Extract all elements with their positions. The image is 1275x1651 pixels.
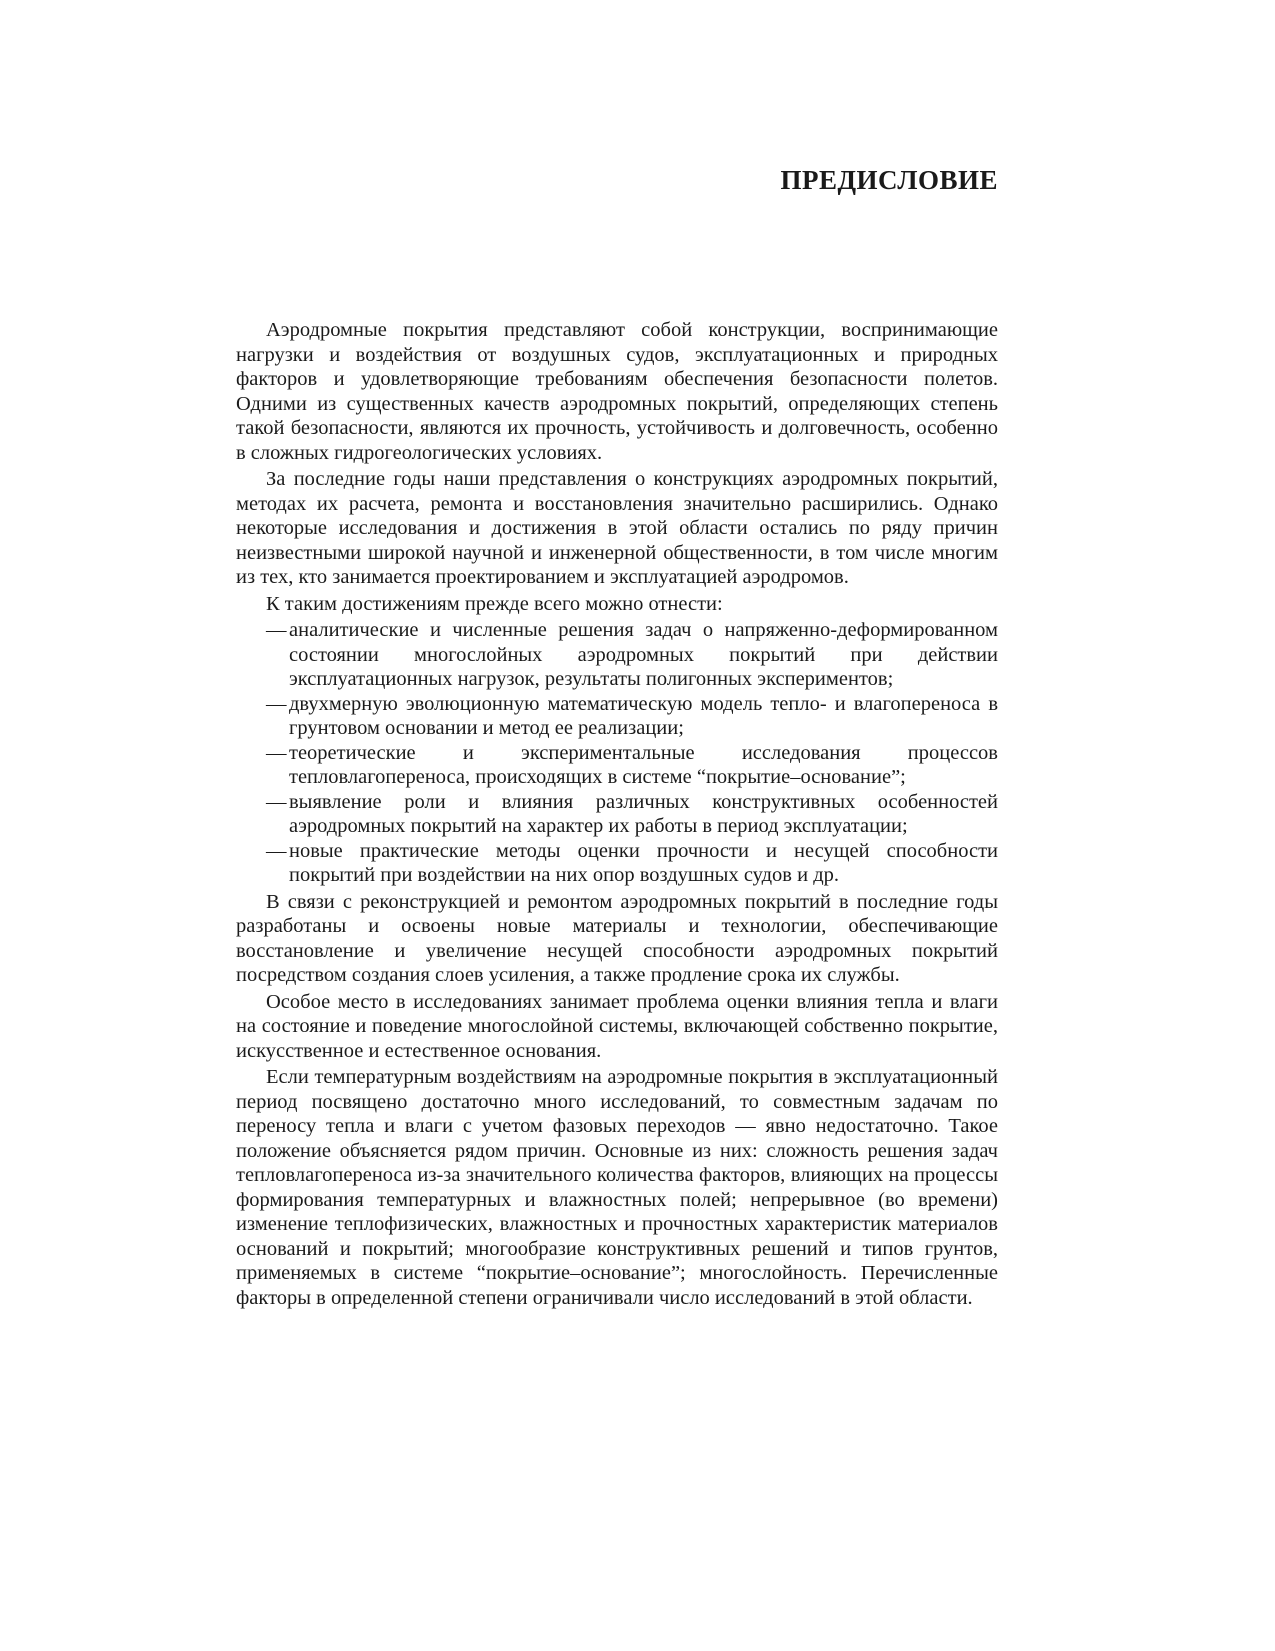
body-text [236, 318, 998, 1312]
page-title: ПРЕДИСЛОВИЕ [780, 165, 998, 195]
list-item [236, 692, 998, 741]
list-item-text: теоретические и экспериментальные исследования процессов тепловлагопереноса, происходящих в системе “покрытие–основание”; [289, 741, 998, 788]
paragraph-2: За последние годы наши представления о конструкциях аэродромных покрытий, методах их расчета, ремонта и восстановления значительно расширились. Однако некоторые исследования и достижения в этой области остались по ряду причин неизвестными широкой научной и инженерной общественности, в том числе многим из тех, кто занимается проектированием и эксплуатацией аэродромов. [236, 468, 998, 588]
bullet-dash: — [266, 741, 287, 764]
list-item-text: выявление роли и влияния различных конструктивных особенностей аэродромных покрытий на характер их работы в период эксплуатации; [289, 790, 998, 837]
bullet-dash: — [266, 619, 287, 641]
list-item [236, 618, 998, 692]
paragraph-3: К таким достижениям прежде всего можно отнести: [266, 592, 723, 615]
list-item-text: аналитические и численные решения задач о напряженно-деформированном состоянии многослойных аэродромных покрытий при действии эксплуатационных нагрузок, результаты полигонных экспериментов; [289, 619, 998, 690]
bullet-dash: — [266, 692, 287, 715]
list-item [236, 839, 998, 888]
paragraph-1: Аэродромные покрытия представляют собой конструкции, воспринимающие нагрузки и воздействия от воздушных судов, эксплуатационных и природных факторов и удовлетворяющие требованиям обеспечения безопасности полетов. Одними из существенных качеств аэродромных покрытий, определяющих степень такой безопасности, являются их прочность, устойчивость и долговечность, особенно в сложных гидрогеологических условиях. [236, 319, 998, 464]
list-item-text: новые практические методы оценки прочности и несущей способности покрытий при воздействии на них опор воздушных судов и др. [289, 839, 998, 886]
list-item [236, 790, 998, 839]
achievements-list [236, 618, 998, 888]
list-item [236, 741, 998, 790]
paragraph-6: Если температурным воздействиям на аэродромные покрытия в эксплуатационный период посвящено достаточно много исследований, то совместным задачам по переносу тепла и влаги с учетом фазовых переходов — явно недостаточно. Такое положение объясняется рядом причин. Основные из них: сложность решения задач тепловлагопереноса из-за значительного количества факторов, влияющих на процессы формирования температурных и влажностных полей; непрерывное (во времени) изменение теплофизических, влажностных и прочностных характеристик материалов оснований и покрытий; многообразие конструктивных решений и типов грунтов, применяемых в системе “покрытие–основание”; многослойность. Перечисленные факторы в определенной степени ограничивали число исследований в этой области. [236, 1066, 998, 1309]
list-item-text: двухмерную эволюционную математическую модель тепло- и влагопереноса в грунтовом основании и метод ее реализации; [289, 692, 998, 739]
paragraph-5: Особое место в исследованиях занимает проблема оценки влияния тепла и влаги на состояние и поведение многослойной системы, включающей собственно покрытие, искусственное и естественное основания. [236, 990, 998, 1062]
bullet-dash: — [266, 790, 287, 813]
bullet-dash: — [266, 839, 287, 862]
paragraph-4: В связи с реконструкцией и ремонтом аэродромных покрытий в последние годы разработаны и освоены новые материалы и технологии, обеспечивающие восстановление и увеличение несущей способности аэродромных покрытий посредством создания слоев усиления, а также продление срока их службы. [236, 890, 998, 986]
